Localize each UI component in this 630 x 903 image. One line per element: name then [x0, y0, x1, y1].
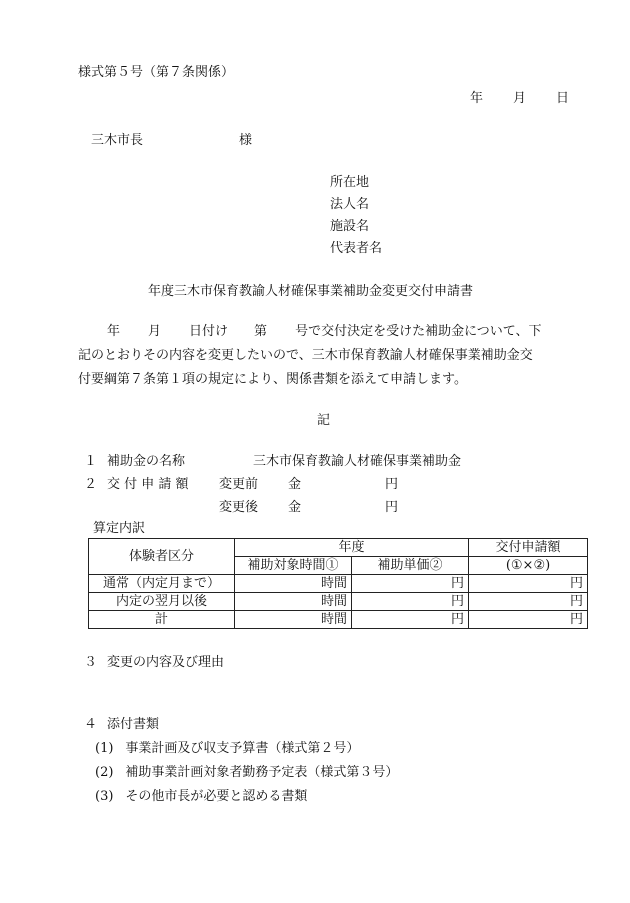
attachment-number: (2) — [95, 765, 114, 780]
item-4 — [84, 718, 159, 731]
item-4-label: 添付書類 — [107, 717, 160, 732]
item-1-label: 補助金の名称 — [107, 454, 186, 469]
body-line-3: 付要綱第７条第１項の規定により、関係書類を添えて申請します。 — [78, 372, 467, 387]
item-1-value: 三木市保育教諭人材確保事業補助金 — [253, 454, 462, 469]
amount-after-kin: 金 — [288, 500, 302, 515]
item-3 — [84, 656, 224, 669]
applicant-address-label: 所在地 — [330, 175, 370, 190]
amount-after-yen: 円 — [385, 500, 399, 515]
date-year: 年 — [470, 91, 484, 106]
table-row — [89, 593, 588, 611]
attachment-text: 補助事業計画対象者勤務予定表（様式第３号） — [125, 765, 399, 780]
table-row — [89, 575, 588, 593]
attachment-number: (1) — [95, 741, 114, 756]
header-amount: 交付申請額 — [469, 539, 588, 557]
header-unit-price: 補助単価② — [352, 557, 469, 575]
header-hours: 補助対象時間① — [235, 557, 352, 575]
unit-price-cell: 円 — [352, 575, 469, 593]
item-3-number: ３ — [84, 655, 98, 670]
amount-before-kin: 金 — [288, 477, 302, 492]
amount-cell: 円 — [469, 611, 588, 629]
amount-cell: 円 — [469, 593, 588, 611]
form-number: 様式第５号（第７条関係） — [78, 65, 235, 80]
hours-cell: 時間 — [235, 593, 352, 611]
document-title: 年度三木市保育教諭人材確保事業補助金変更交付申請書 — [148, 284, 474, 299]
attachment-text: その他市長が必要と認める書類 — [125, 789, 308, 804]
amount-cell: 円 — [469, 575, 588, 593]
attachment-item — [95, 790, 307, 803]
hours-cell: 時間 — [235, 575, 352, 593]
table-row-total — [89, 611, 588, 629]
attachment-text: 事業計画及び収支予算書（様式第２号） — [125, 741, 360, 756]
date-month: 月 — [513, 91, 527, 106]
amount-before-label: 変更前 — [219, 477, 259, 492]
item-2-label: 交 付 申 請 額 — [107, 477, 189, 492]
item-2 — [84, 478, 189, 491]
row-label: 計 — [89, 611, 235, 629]
applicant-corporation-label: 法人名 — [330, 197, 370, 212]
item-3-label: 変更の内容及び理由 — [107, 655, 225, 670]
amount-after-label: 変更後 — [219, 500, 259, 515]
unit-price-cell: 円 — [352, 593, 469, 611]
attachment-item — [95, 742, 359, 755]
amount-after — [219, 501, 398, 514]
amount-before — [219, 478, 398, 491]
ki-heading: 記 — [317, 413, 331, 428]
row-label: 通常（内定月まで） — [89, 575, 235, 593]
body-line-1: 年 月 日付け 第 号で交付決定を受けた補助金について、下 — [107, 324, 542, 339]
applicant-facility-label: 施設名 — [330, 219, 370, 234]
applicant-representative-label: 代表者名 — [330, 241, 383, 256]
header-year: 年度 — [235, 539, 469, 557]
amount-before-yen: 円 — [385, 477, 399, 492]
calculation-table — [88, 538, 588, 629]
attachment-number: (3) — [95, 789, 114, 804]
hours-cell: 時間 — [235, 611, 352, 629]
addressee-honorific: 様 — [239, 133, 253, 148]
header-amount-formula: (①×②) — [469, 557, 588, 575]
item-1-number: １ — [84, 454, 98, 469]
addressee — [91, 134, 252, 147]
body-line-2: 記のとおりその内容を変更したいので、三木市保育教諭人材確保事業補助金交 — [78, 348, 533, 363]
addressee-name: 三木市長 — [91, 133, 144, 148]
attachment-item — [95, 766, 398, 779]
date-line — [470, 92, 569, 105]
table-header-row-1 — [89, 539, 588, 557]
date-day: 日 — [556, 91, 570, 106]
breakdown-label: 算定内訳 — [93, 521, 146, 536]
unit-price-cell: 円 — [352, 611, 469, 629]
item-2-number: ２ — [84, 477, 98, 492]
row-label: 内定の翌月以後 — [89, 593, 235, 611]
item-1 — [84, 455, 461, 468]
item-4-number: ４ — [84, 717, 98, 732]
header-category: 体験者区分 — [89, 539, 235, 575]
